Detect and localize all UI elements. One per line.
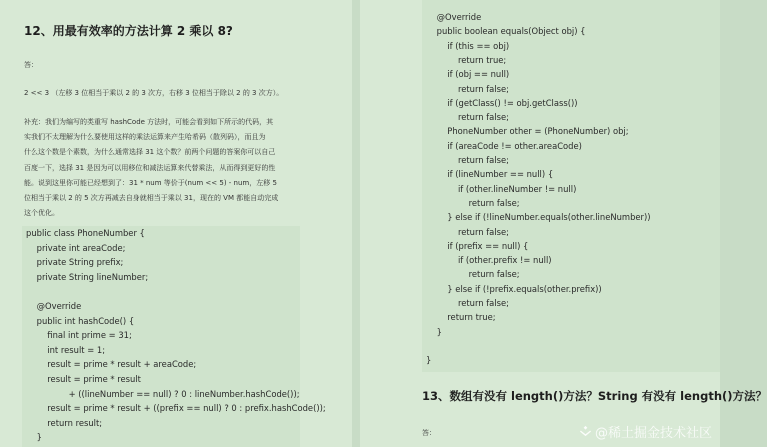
code-line: if (other.lineNumber != null) — [426, 183, 577, 194]
code-line: return false; — [426, 112, 509, 123]
answer-label: 答： — [24, 61, 38, 69]
code-line: public int hashCode() { — [26, 315, 135, 326]
supplement-line: 能。说到这里你可能已经想到了：31 * num 等价于(num << 5) - num，左移 5 — [24, 178, 277, 187]
supplement-line: 补充：我们为编写的类重写 hashCode 方法时，可能会看到如下所示的代码，其 — [24, 118, 274, 126]
code-line: if (other.prefix != null) — [426, 255, 552, 266]
code-line: public boolean equals(Object obj) { — [426, 26, 586, 37]
answer-label: 答： — [422, 429, 436, 437]
code-line: return false; — [426, 226, 509, 237]
question-13-heading: 13、数组有没有 length()方法？String 有没有 length()方法？ — [422, 389, 767, 403]
code-line: @Override — [426, 12, 482, 22]
code-line: return result; — [26, 417, 103, 428]
code-line: return false; — [426, 197, 520, 208]
supplement-line: 位相当于乘以 2 的 5 次方再减去自身就相当于乘以 31，现在的 VM 都能自动完成 — [24, 194, 279, 202]
code-line: } — [426, 355, 432, 366]
code-line: private String lineNumber; — [26, 271, 149, 282]
question-12-heading: 12、用最有效率的方法计算 2 乘以 8? — [24, 24, 233, 38]
code-line: int result = 1; — [26, 344, 106, 355]
code-line: if (areaCode != other.areaCode) — [426, 140, 582, 151]
code-line: if (prefix == null) { — [426, 240, 529, 251]
code-line: } — [426, 326, 442, 337]
code-line: } else if (!prefix.equals(other.prefix)) — [426, 283, 602, 294]
code-line: PhoneNumber other = (PhoneNumber) obj; — [426, 126, 629, 137]
code-line: result = prime * result + areaCode; — [26, 359, 197, 370]
code-block-hashcode — [22, 226, 326, 447]
watermark — [579, 422, 712, 441]
supplement-line: 实我们不太理解为什么要使用这样的乘法运算来产生哈希码（散列码），而且为 — [24, 133, 266, 142]
code-line: } else if (!lineNumber.equals(other.lineNumber)) — [426, 212, 651, 223]
code-line: if (this == obj) — [426, 40, 510, 51]
code-line: + ((lineNumber == null) ? 0 : lineNumber.hashCode()); — [26, 388, 300, 399]
watermark-text: @稀土掘金技术社区 — [594, 426, 712, 441]
code-line: return false; — [426, 83, 509, 94]
code-line: @Override — [26, 301, 82, 311]
code-line: if (obj == null) — [426, 69, 510, 80]
code-line: } — [26, 432, 42, 443]
code-line: if (lineNumber == null) { — [426, 169, 554, 180]
code-line: return true; — [426, 312, 496, 323]
left-page — [0, 0, 352, 447]
right-page — [360, 0, 767, 447]
code-line: private String prefix; — [26, 257, 124, 268]
supplement-line: 什么这个数是个素数，为什么通常选择 31 这个数？前两个问题的答案你可以自己 — [24, 148, 276, 157]
code-line: return false; — [426, 155, 509, 165]
code-line: return false; — [426, 298, 509, 308]
code-line: return true; — [426, 54, 507, 65]
answer-text: 2 << 3 （左移 3 位相当于乘以 2 的 3 次方，右移 3 位相当于除以 2 的 3 次方）。 — [24, 89, 284, 97]
code-line: if (getClass() != obj.getClass()) — [426, 97, 578, 108]
code-line: public class PhoneNumber { — [26, 228, 145, 238]
code-line: return false; — [426, 269, 520, 280]
supplement-line: 这个优化。 — [24, 209, 59, 218]
juejin-logo-icon — [579, 425, 592, 438]
code-block-equals — [422, 0, 720, 372]
supplement-line: 百度一下，选择 31 是因为可以用移位和减法运算来代替乘法，从而得到更好的性 — [24, 163, 276, 172]
code-line: result = prime * result — [26, 374, 141, 384]
code-line: result = prime * result + ((prefix == null) ? 0 : prefix.hashCode()); — [26, 403, 326, 414]
code-line: final int prime = 31; — [26, 330, 132, 341]
code-line: private int areaCode; — [26, 242, 126, 253]
